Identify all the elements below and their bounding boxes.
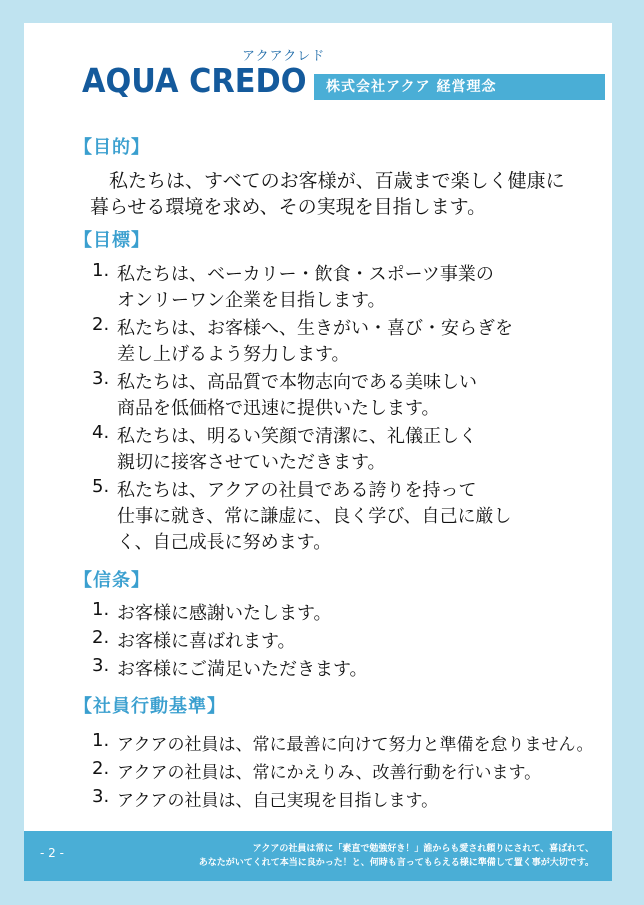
goal-line: オンリーワン企業を目指します。 [117,290,386,311]
goal-line: 差し上げるよう努力します。 [117,344,350,365]
standard-number: 3. [92,786,110,807]
beliefs-heading: 【信条】 [74,570,150,591]
goal-line: 私たちは、ベーカリー・飲食・スポーツ事業の [117,264,494,285]
belief-text: お客様に感謝いたします。 [117,603,332,624]
standard-number: 2. [92,758,110,779]
goals-heading: 【目標】 [74,230,150,251]
goal-line: 私たちは、明るい笑顔で清潔に、礼儀正しく [117,426,477,447]
footer-bar [24,831,612,881]
goal-number: 4. [92,422,110,443]
belief-number: 1. [92,599,110,620]
purpose-line: 暮らせる環境を求め、その実現を目指します。 [90,196,487,218]
goal-number: 5. [92,476,110,497]
goal-line: 私たちは、アクアの社員である誇りを持って [117,480,477,501]
belief-text: お客様にご満足いただきます。 [117,659,368,680]
belief-number: 2. [92,627,110,648]
belief-text: お客様に喜ばれます。 [117,631,296,652]
standard-text: アクアの社員は、常にかえりみ、改善行動を行います。 [117,763,542,783]
goal-line: 私たちは、お客様へ、生きがい・喜び・安らぎを [117,318,513,339]
goal-number: 2. [92,314,110,335]
standard-text: アクアの社員は、常に最善に向けて努力と準備を怠りません。 [117,735,594,755]
header [82,41,602,101]
goal-line: く、自己成長に努めます。 [117,532,332,553]
tagline-bar: 株式会社アクア 経営理念 [314,74,605,100]
goal-line: 親切に接客させていただきます。 [117,452,386,473]
logo-kana: アクアクレド [242,49,326,64]
standards-heading: 【社員行動基準】 [74,696,226,717]
purpose-heading: 【目的】 [74,137,150,158]
standard-number: 1. [92,730,110,751]
belief-number: 3. [92,655,110,676]
goal-number: 1. [92,260,110,281]
footer-line: あなたがいてくれて本当に良かった！と、何時も言ってもらえる様に準備して置く事が大切です。 [198,858,594,868]
goal-line: 私たちは、高品質で本物志向である美味しい [117,372,477,393]
goal-line: 商品を低価格で迅速に提供いたします。 [117,398,440,419]
purpose-line: 私たちは、すべてのお客様が、百歳まで楽しく健康に [90,170,565,192]
goal-line: 仕事に就き、常に謙虚に、良く学び、自己に厳し [117,506,512,527]
logo: AQUA CREDO [82,61,307,100]
goal-number: 3. [92,368,110,389]
footer-line: アクアの社員は常に「素直で勉強好き！」誰からも愛され頼りにされて、喜ばれて、 [252,844,594,854]
page [24,23,612,881]
page-number: - 2 - [40,846,64,860]
standard-text: アクアの社員は、自己実現を目指します。 [117,791,439,811]
